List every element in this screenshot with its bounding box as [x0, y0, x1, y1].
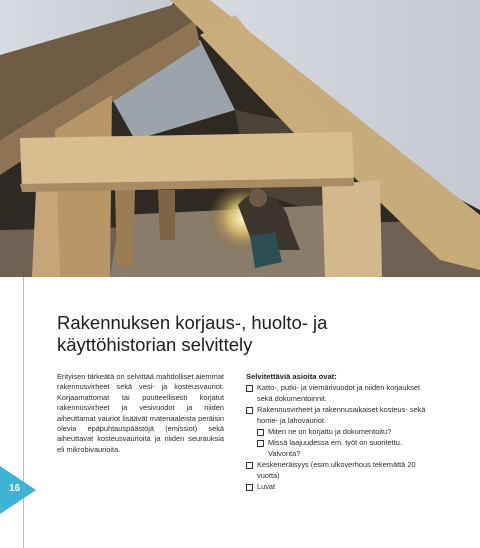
checklist-item-text: Missä laajuudessa em. työt on suoritettu. Valvonta?: [268, 438, 402, 458]
checkbox-icon: [246, 385, 253, 392]
checklist-item-text: Miten ne on korjattu ja dokumentoitu?: [268, 427, 392, 437]
checklist-heading: Selvitettäviä asioita ovat:: [246, 372, 337, 381]
checkbox-icon: [257, 429, 264, 436]
checklist-item: [246, 383, 436, 404]
checklist: [246, 372, 436, 493]
checklist-items: [246, 383, 436, 492]
checkbox-icon: [246, 407, 253, 414]
checklist-subitem: [257, 427, 436, 437]
checklist-item-text: Rakennusvirheet ja rakennusaikaiset kosteus- sekä home- ja lahovauriot.: [257, 405, 426, 425]
checkbox-icon: [246, 462, 253, 469]
checkbox-icon: [246, 484, 253, 491]
checklist-item-text: Luvat: [257, 482, 276, 492]
page-number: 16: [9, 483, 21, 494]
checklist-subitem: [257, 438, 436, 459]
checklist-item-text: Katto-, putki- ja viemärivuodot ja niiden korjaukset sekä dokumentoinnit.: [257, 383, 421, 403]
checklist-item: [246, 482, 436, 492]
section-title: Rakennuksen korjaus-, huolto- ja käyttöhistorian selvittely: [57, 312, 328, 355]
checkbox-icon: [257, 440, 264, 447]
intro-paragraph: Erityisen tärkeätä on selvittää mahdolliset aiemmat rakennusvirheet sekä vesi- ja kosteusvauriot. Korjaamattomat tai puutteellisesti korjatut rakennusvirheet ja vesivuodot ja niiden aiheuttamat vauriot lisäävät materiaaleista peräisin olevia epäpuhtauspäästöjä (emissiot) sekä aiheuttavat kosteusvaurioita ja niiden seurauksia eli mikrobivaurioita.: [57, 372, 224, 454]
checklist-item: [246, 405, 436, 426]
checklist-item: [246, 460, 436, 481]
checklist-item-text: Keskeneräisyys (esim ulkoverhous tekemättä 20 vuotta): [257, 460, 416, 480]
